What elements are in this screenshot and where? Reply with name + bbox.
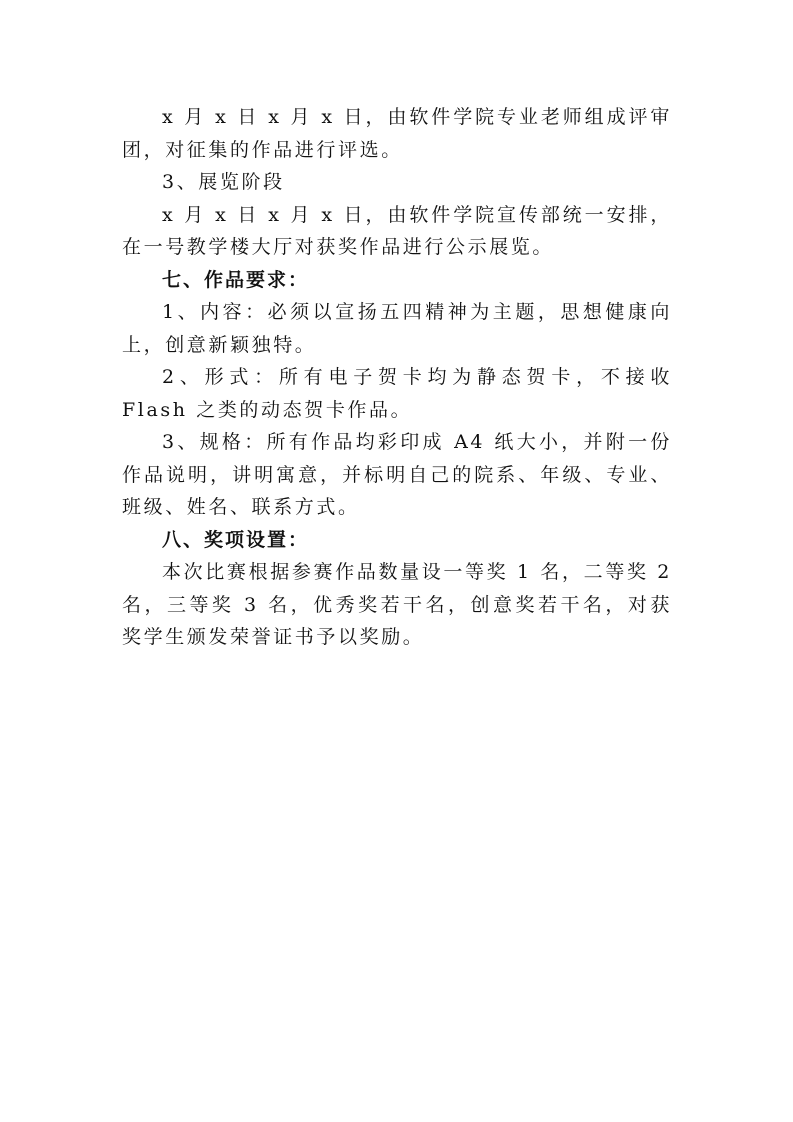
paragraph-review-stage: x 月 x 日 x 月 x 日，由软件学院专业老师组成评审团，对征集的作品进行评选。 — [122, 106, 672, 161]
section-heading-awards: 八、奖项设置： — [162, 528, 310, 551]
document-page — [122, 101, 672, 654]
paragraph-exhibition-title: 3、展览阶段 — [162, 171, 285, 193]
paragraph-form-requirement: 2、形式：所有电子贺卡均为静态贺卡，不接收 Flash 之类的动态贺卡作品。 — [122, 366, 672, 421]
paragraph-spec-requirement: 3、规格：所有作品均彩印成 A4 纸大小，并附一份作品说明，讲明寓意，并标明自己的院系、年级、专业、班级、姓名、联系方式。 — [122, 431, 672, 518]
section-heading-requirements: 七、作品要求： — [162, 268, 310, 291]
paragraph-awards: 本次比赛根据参赛作品数量设一等奖 1 名，二等奖 2 名，三等奖 3 名，优秀奖若干名，创意奖若干名，对获奖学生颁发荣誉证书予以奖励。 — [122, 561, 672, 648]
paragraph-exhibition-stage: x 月 x 日 x 月 x 日，由软件学院宣传部统一安排，在一号教学楼大厅对获奖作品进行公示展览。 — [122, 203, 672, 258]
paragraph-content-requirement: 1、内容：必须以宣扬五四精神为主题，思想健康向上，创意新颖独特。 — [122, 301, 672, 356]
